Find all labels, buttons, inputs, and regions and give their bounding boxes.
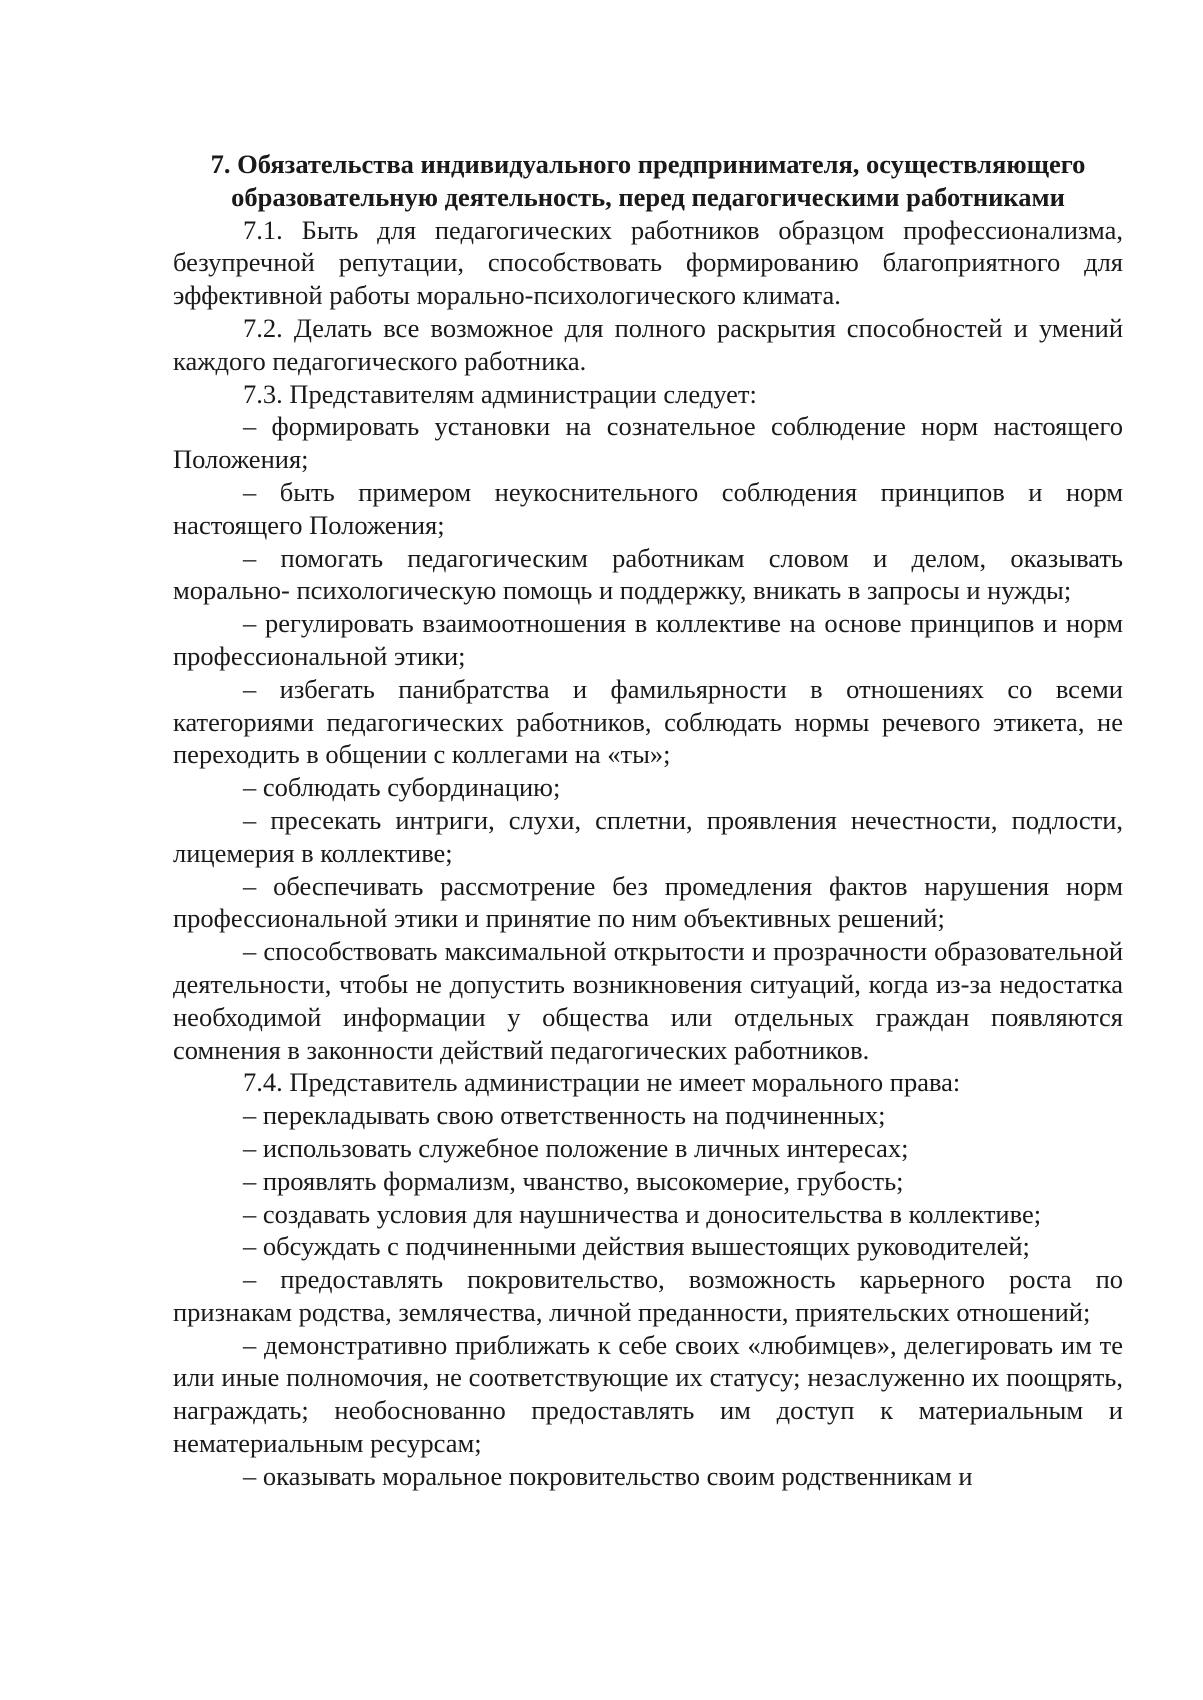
paragraph-7-2: 7.2. Делать все возможное для полного раскрытия способностей и умений каждого педагогического работника. (173, 312, 1123, 376)
section-title: 7. Обязательства индивидуального предпринимателя, осуществляющего образовательную деятельность, перед педагогическими работниками (210, 149, 1086, 212)
list-item: – обеспечивать рассмотрение без промедления фактов нарушения норм профессиональной этики и принятие по ним объективных решений; (173, 870, 1123, 934)
list-item: – предоставлять покровительство, возможность карьерного роста по признакам родства, землячества, личной преданности, приятельских отношений; (173, 1264, 1123, 1327)
paragraph-7-1: 7.1. Быть для педагогических работников образцом профессионализма, безупречной репутации, способствовать формированию благоприятного для эффективной работы морально-психологического климата. (173, 214, 1123, 311)
list-item: – способствовать максимальной открытости и прозрачности образовательной деятельности, чтобы не допустить возникновения ситуаций, когда из-за недостатка необходимой информации у общества или отдельных граждан появляются сомнения в законности действий педагогических работников. (173, 936, 1123, 1065)
paragraph-7-3: 7.3. Представителям администрации следует: (243, 378, 757, 409)
document-page (173, 148, 1123, 1493)
list-item: – пресекать интриги, слухи, сплетни, проявления нечестности, подлости, лицемерия в коллективе; (173, 804, 1123, 868)
list-item: – использовать служебное положение в личных интересах; (243, 1132, 909, 1163)
list-item: – перекладывать свою ответственность на подчиненных; (243, 1100, 886, 1131)
list-item: – помогать педагогическим работникам словом и делом, оказывать морально- психологическую помощь и поддержку, вникать в запросы и нужды; (173, 542, 1123, 606)
list-item: – создавать условия для наушничества и доносительства в коллективе; (243, 1198, 1042, 1229)
list-item: – оказывать моральное покровительство своим родственникам и (243, 1460, 973, 1491)
list-item: – демонстративно приближать к себе своих «любимцев», делегировать им те или иные полномочия, не соответствующие их статусу; незаслуженно их поощрять, награждать; необоснованно предоставлять им доступ к материальным и нематериальным ресурсам; (173, 1329, 1123, 1459)
list-item: – быть примером неукоснительного соблюдения принципов и норм настоящего Положения; (173, 476, 1123, 540)
list-item: – проявлять формализм, чванство, высокомерие, грубость; (243, 1165, 904, 1196)
list-item: – формировать установки на сознательное соблюдение норм настоящего Положения; (173, 411, 1123, 475)
list-item: – соблюдать субординацию; (243, 772, 561, 803)
paragraph-7-4: 7.4. Представитель администрации не имеет морального права: (243, 1067, 961, 1098)
list-item: – избегать панибратства и фамильярности в отношениях со всеми категориями педагогических работников, соблюдать нормы речевого этикета, не переходить в общении с коллегами на «ты»; (173, 673, 1123, 770)
list-item: – регулировать взаимоотношения в коллективе на основе принципов и норм профессиональной этики; (173, 608, 1123, 671)
list-item: – обсуждать с подчиненными действия вышестоящих руководителей; (243, 1231, 1030, 1262)
